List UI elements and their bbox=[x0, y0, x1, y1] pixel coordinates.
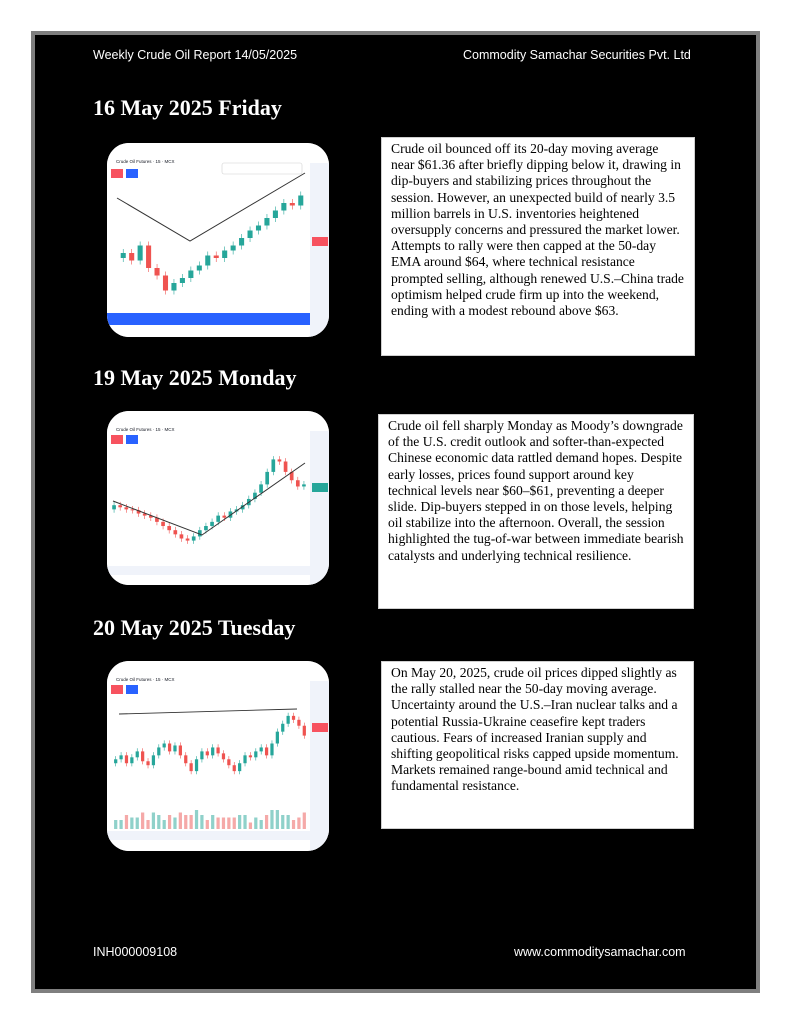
current-price-marker bbox=[312, 483, 328, 492]
candle-body bbox=[121, 253, 126, 258]
candle-body bbox=[190, 763, 193, 771]
volume-bar bbox=[173, 818, 176, 830]
candle-body bbox=[281, 203, 286, 211]
section-1-date: 16 May 2025 Friday bbox=[93, 95, 282, 120]
volume-bar bbox=[141, 813, 144, 830]
candle-body bbox=[152, 755, 155, 765]
candle-body bbox=[200, 751, 203, 759]
candle-body bbox=[238, 763, 241, 771]
website-link[interactable]: www.commoditysamachar.com bbox=[514, 945, 686, 959]
candle-body bbox=[125, 755, 128, 763]
candle-body bbox=[118, 505, 122, 507]
candle-body bbox=[155, 268, 160, 276]
candle-body bbox=[192, 536, 196, 540]
sell-price-box[interactable] bbox=[111, 685, 123, 694]
candle-body bbox=[204, 526, 208, 530]
candle-body bbox=[130, 757, 133, 763]
candle-body bbox=[157, 747, 160, 755]
volume-bar bbox=[249, 823, 252, 830]
chart-symbol-label: Crude Oil Futures · 15 · MCX bbox=[116, 427, 175, 432]
candle-body bbox=[146, 761, 149, 765]
candle-body bbox=[302, 484, 306, 486]
volume-bar bbox=[114, 820, 117, 829]
volume-bar bbox=[222, 818, 225, 830]
candle-body bbox=[124, 507, 128, 509]
volume-bar bbox=[297, 818, 300, 830]
volume-bar bbox=[119, 820, 122, 829]
volume-bar bbox=[152, 813, 155, 830]
section-3-commentary: On May 20, 2025, crude oil prices dipped slightly as the rally stalled near the 50-day moving average. Uncertainty around the U.S.–Iran nuclear talks and a potential Russia-Ukraine ceasefire kept traders cautious. Fears of increased Iranian supply and shifting geopolitical risks capped upside momentum. Markets remained range-bound amid technical and fundamental resistance. bbox=[381, 661, 694, 829]
candle-body bbox=[265, 747, 268, 755]
candle-body bbox=[179, 745, 182, 755]
sell-price-box[interactable] bbox=[111, 169, 123, 178]
candle-body bbox=[222, 516, 226, 518]
volume-bar bbox=[254, 818, 257, 830]
price-axis bbox=[310, 163, 329, 337]
candle-body bbox=[180, 278, 185, 283]
candle-body bbox=[216, 747, 219, 753]
volume-bar bbox=[233, 818, 236, 830]
volume-bar bbox=[125, 815, 128, 829]
candle-body bbox=[243, 755, 246, 763]
volume-bar bbox=[227, 818, 230, 830]
volume-bar bbox=[287, 815, 290, 829]
company-name: Commodity Samachar Securities Pvt. Ltd bbox=[463, 48, 691, 62]
candle-body bbox=[206, 751, 209, 755]
candle-body bbox=[184, 755, 187, 763]
candle-body bbox=[136, 751, 139, 757]
volume-bar bbox=[281, 815, 284, 829]
candle-body bbox=[163, 276, 168, 291]
volume-bar bbox=[303, 813, 306, 830]
candle-body bbox=[264, 218, 269, 226]
candle-body bbox=[287, 716, 290, 724]
candle-body bbox=[210, 522, 214, 526]
chart-symbol-label: Crude Oil Futures · 15 · MCX bbox=[116, 159, 175, 164]
candle-body bbox=[265, 472, 269, 484]
section-3-chart bbox=[107, 661, 329, 851]
volume-bar bbox=[243, 815, 246, 829]
time-axis bbox=[107, 831, 310, 840]
candle-body bbox=[211, 747, 214, 755]
section-3-date: 20 May 2025 Tuesday bbox=[93, 615, 296, 640]
candle-body bbox=[231, 246, 236, 251]
candle-body bbox=[138, 246, 143, 261]
drawing-toolbar[interactable] bbox=[222, 163, 302, 174]
volume-bar bbox=[216, 818, 219, 830]
current-price-marker bbox=[312, 723, 328, 732]
buy-price-box[interactable] bbox=[126, 435, 138, 444]
candle-body bbox=[161, 522, 165, 526]
section-2-commentary: Crude oil fell sharply Monday as Moody’s downgrade of the U.S. credit outlook and softer-than-expected Chinese economic data rattled demand hopes. Despite early losses, prices found support around key technical levels near $60–$61, preventing a deeper slide. Dip-buyers stepped in on those levels, helping oil stabilize into the afternoon. Overall, the session highlighted the tug-of-war between immediate bearish catalysts and underlying technical resilience. bbox=[378, 414, 694, 609]
time-axis-highlight bbox=[107, 313, 310, 325]
candle-body bbox=[271, 459, 275, 471]
time-axis bbox=[107, 566, 310, 575]
section-2-chart bbox=[107, 411, 329, 585]
section-1-chart-svg bbox=[107, 143, 329, 337]
price-axis bbox=[310, 681, 329, 851]
sell-price-box[interactable] bbox=[111, 435, 123, 444]
candle-body bbox=[270, 744, 273, 756]
candle-body bbox=[216, 516, 220, 522]
volume-bar bbox=[260, 820, 263, 829]
current-price-marker bbox=[312, 237, 328, 246]
section-1-chart bbox=[107, 143, 329, 337]
volume-bar bbox=[157, 815, 160, 829]
registration-number: INH000009108 bbox=[93, 945, 178, 959]
candle-body bbox=[273, 211, 278, 219]
report-title: Weekly Crude Oil Report 14/05/2025 bbox=[93, 48, 298, 62]
candle-body bbox=[290, 203, 295, 206]
candle-body bbox=[260, 747, 263, 751]
candle-body bbox=[281, 724, 284, 732]
candle-body bbox=[167, 526, 171, 530]
candle-body bbox=[186, 539, 190, 541]
candle-body bbox=[205, 256, 210, 266]
candle-body bbox=[303, 726, 306, 736]
volume-bar bbox=[238, 815, 241, 829]
candle-body bbox=[276, 732, 279, 744]
candle-body bbox=[171, 283, 176, 291]
candle-body bbox=[233, 765, 236, 771]
volume-bar bbox=[195, 810, 198, 829]
candle-body bbox=[197, 266, 202, 271]
candle-body bbox=[195, 759, 198, 771]
volume-bar bbox=[163, 820, 166, 829]
candle-body bbox=[214, 256, 219, 259]
volume-bar bbox=[136, 818, 139, 830]
candle-body bbox=[254, 751, 257, 757]
buy-price-box[interactable] bbox=[126, 169, 138, 178]
candle-body bbox=[248, 231, 253, 239]
volume-bar bbox=[179, 813, 182, 830]
candle-body bbox=[173, 530, 177, 534]
section-1-commentary: Crude oil bounced off its 20-day moving average near $61.36 after briefly dipping below it, drawing in dip-buyers and stabilizing prices throughout the session. However, an unexpected build of nearly 3.5 million barrels in U.S. inventories heightened oversupply concerns and pressured the market lower. Attempts to rally were then capped at the 50-day EMA around $64, where technical resistance prompted selling, although renewed U.S.–China trade optimism helped crude firm up into the weekend, ending with a modest rebound above $63. bbox=[381, 137, 695, 356]
candle-body bbox=[188, 271, 193, 279]
candle-body bbox=[239, 238, 244, 246]
volume-bar bbox=[168, 815, 171, 829]
volume-bar bbox=[206, 820, 209, 829]
section-2-chart-svg bbox=[107, 411, 329, 585]
volume-bar bbox=[200, 815, 203, 829]
candle-body bbox=[284, 461, 288, 471]
candle-body bbox=[180, 534, 184, 538]
candle-body bbox=[249, 755, 252, 757]
volume-bar bbox=[276, 810, 279, 829]
candle-body bbox=[112, 505, 116, 509]
candle-body bbox=[129, 253, 134, 261]
volume-bar bbox=[292, 820, 295, 829]
candle-body bbox=[168, 744, 171, 752]
candle-body bbox=[297, 720, 300, 726]
volume-bar bbox=[270, 810, 273, 829]
volume-bar bbox=[265, 815, 268, 829]
volume-bar bbox=[146, 820, 149, 829]
candle-body bbox=[114, 759, 117, 763]
candle-body bbox=[278, 459, 282, 461]
candle-body bbox=[298, 196, 303, 206]
candle-body bbox=[227, 759, 230, 765]
volume-bar bbox=[184, 815, 187, 829]
candle-body bbox=[131, 509, 135, 510]
volume-bar bbox=[130, 818, 133, 830]
candle-body bbox=[292, 716, 295, 720]
candle-body bbox=[259, 484, 263, 492]
price-axis bbox=[310, 431, 329, 585]
section-3-chart-svg bbox=[107, 661, 329, 851]
candle-body bbox=[173, 745, 176, 751]
candle-body bbox=[163, 744, 166, 748]
candle-body bbox=[222, 251, 227, 259]
volume-bar bbox=[190, 815, 193, 829]
candle-body bbox=[256, 226, 261, 231]
candle-body bbox=[141, 751, 144, 761]
chart-symbol-label: Crude Oil Futures · 15 · MCX bbox=[116, 677, 175, 682]
candle-body bbox=[146, 246, 151, 269]
candle-body bbox=[222, 753, 225, 759]
volume-bar bbox=[211, 815, 214, 829]
candle-body bbox=[119, 755, 122, 759]
section-2-date: 19 May 2025 Monday bbox=[93, 365, 297, 390]
buy-price-box[interactable] bbox=[126, 685, 138, 694]
candle-body bbox=[296, 480, 300, 486]
